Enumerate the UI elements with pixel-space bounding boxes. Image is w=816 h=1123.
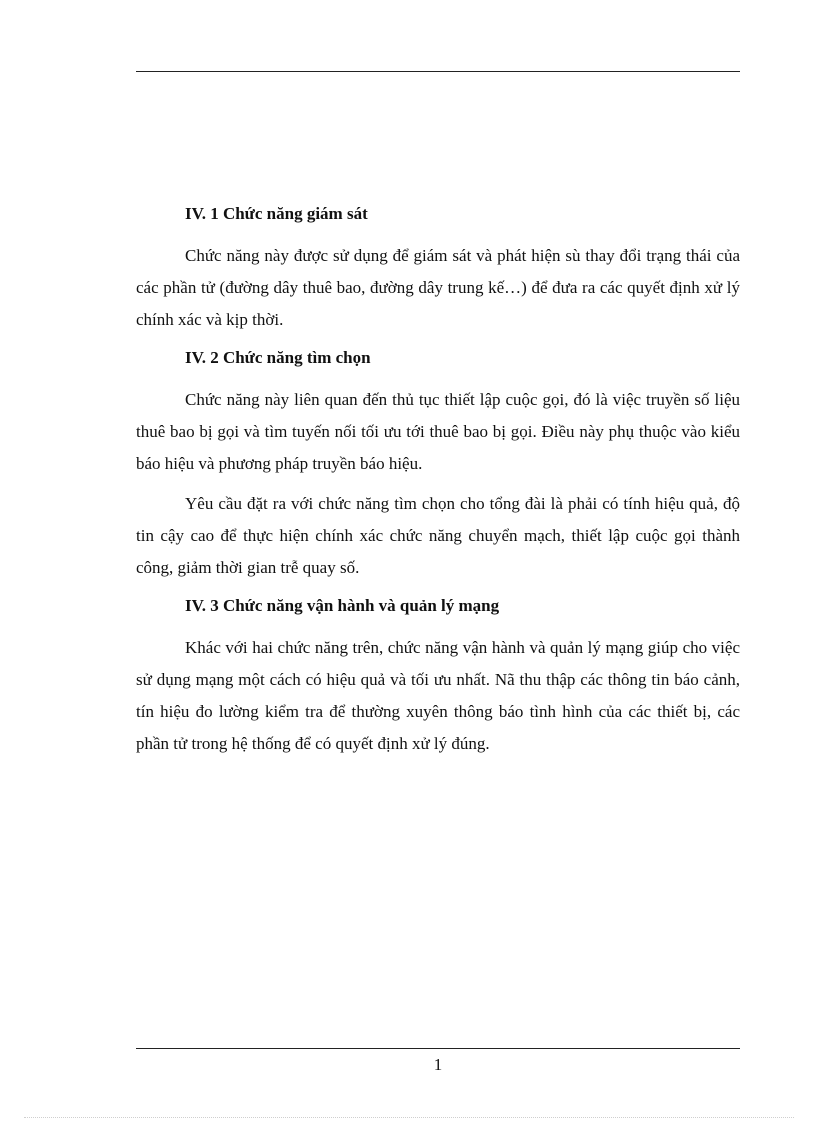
paragraph-selection-2: Yêu cầu đặt ra với chức năng tìm chọn cho tổng đài là phải có tính hiệu quả, độ tin cậy cao để thực hiện chính xác chức năng chuyển mạch, thiết lập cuộc gọi thành công, giảm thời gian trễ quay số. [136,494,740,577]
page-edge-dotted-line [24,1117,794,1118]
document-body [136,202,740,760]
section-heading-monitoring: IV. 1 Chức năng giám sát [185,204,368,223]
paragraph-monitoring: Chức năng này được sử dụng để giám sát và phát hiện sù thay đổi trạng thái của các phần tử (đường dây thuê bao, đường dây trung kế…) để đưa ra các quyết định xử lý chính xác và kịp thời. [136,246,740,329]
header-rule [136,71,740,72]
paragraph-network-management: Khác với hai chức năng trên, chức năng vận hành và quản lý mạng giúp cho việc sử dụng mạng một cách có hiệu quả và tối ưu nhất. Nã thu thập các thông tin báo cảnh, tín hiệu đo lường kiểm tra để thường xuyên thông báo tình hình của các thiết bị, các phần tử trong hệ thống để có quyết định xử lý đúng. [136,638,740,753]
footer-rule [136,1048,740,1049]
section-heading-network-management: IV. 3 Chức năng vận hành và quản lý mạng [185,596,500,615]
page-number: 1 [433,1055,443,1074]
paragraph-selection-1: Chức năng này liên quan đến thủ tục thiết lập cuộc gọi, đó là việc truyền số liệu thuê bao bị gọi và tìm tuyến nối tối ưu tới thuê bao bị gọi. Điều này phụ thuộc vào kiểu báo hiệu và phương pháp truyền báo hiệu. [136,390,740,473]
section-heading-selection: IV. 2 Chức năng tìm chọn [185,348,371,367]
